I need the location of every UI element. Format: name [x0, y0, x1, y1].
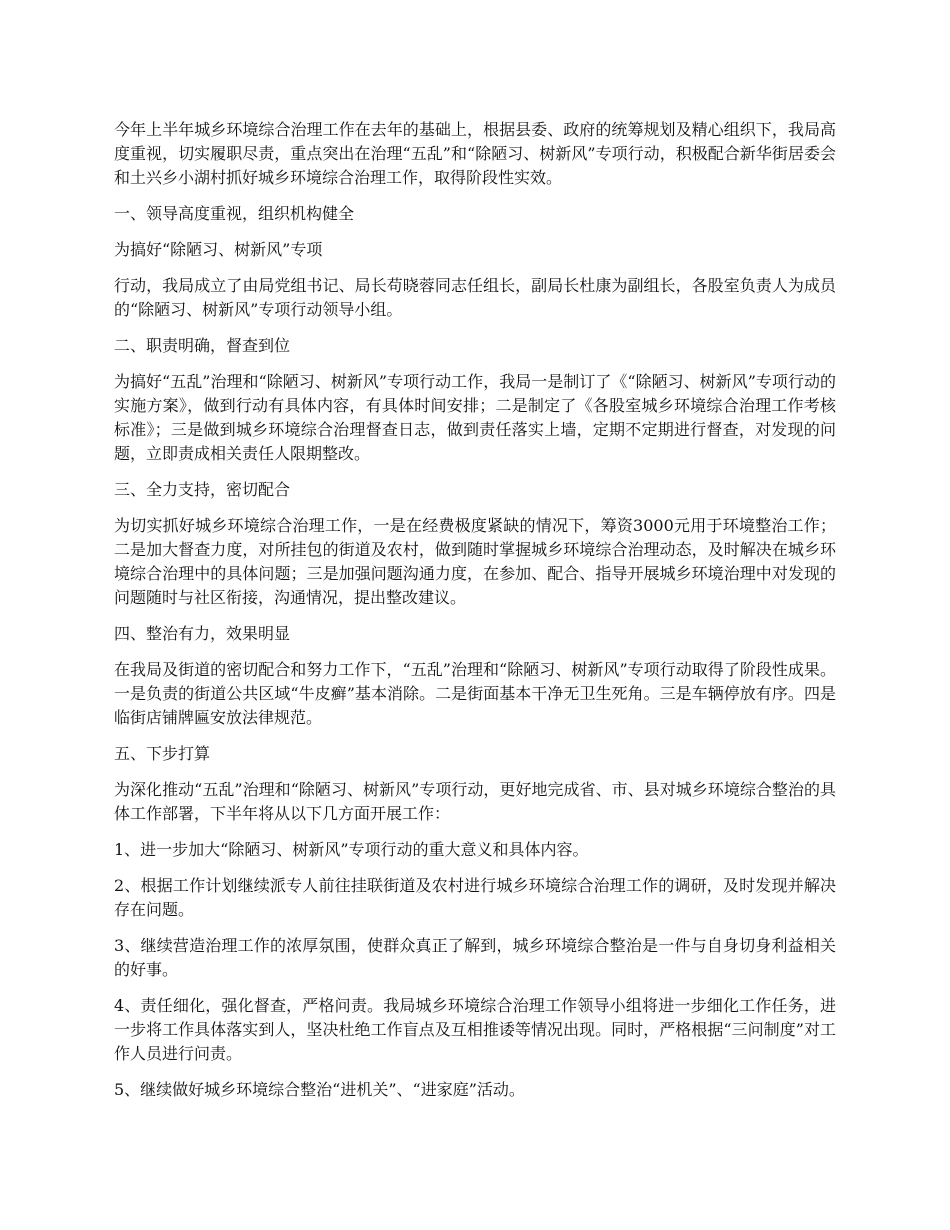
section-heading-4: 四、整治有力，效果明显 — [114, 624, 291, 643]
list-item: 5、继续做好城乡环境综合整治“进机关”、“进家庭”活动。 — [114, 1080, 525, 1099]
paragraph: 为深化推动“五乱”治理和“除陋习、树新风”专项行动，更好地完成省、市、县对城乡环境综合整治的具体工作部署，下半年将从以下几方面开展工作： — [114, 780, 836, 823]
section-heading-3: 三、全力支持，密切配合 — [114, 480, 291, 499]
section-heading-5: 五、下步打算 — [114, 744, 211, 763]
list-item: 1、进一步加大“除陋习、树新风”专项行动的重大意义和具体内容。 — [114, 840, 589, 859]
list-item: 2、根据工作计划继续派专人前往挂联街道及农村进行城乡环境综合治理工作的调研，及时发现并解决存在问题。 — [114, 876, 836, 919]
paragraph: 为切实抓好城乡环境综合治理工作，一是在经费极度紧缺的情况下，筹资3000元用于环境整治工作；二是加大督查力度，对所挂包的街道及农村，做到随时掌握城乡环境综合治理动态，及时解决在城乡环境综合治理中的具体问题；三是加强问题沟通力度，在参加、配合、指导开展城乡环境治理中对发现的问题随时与社区衔接，沟通情况，提出整改建议。 — [114, 516, 836, 607]
document-body — [114, 118, 836, 1114]
section-heading-2: 二、职责明确，督查到位 — [114, 336, 291, 355]
list-item: 4、责任细化，强化督查，严格问责。我局城乡环境综合治理工作领导小组将进一步细化工作任务，进一步将工作具体落实到人，坚决杜绝工作盲点及互相推诿等情况出现。同时，严格根据“三问制度”对工作人员进行问责。 — [114, 996, 836, 1063]
paragraph: 为搞好“除陋习、树新风”专项 — [114, 240, 323, 259]
list-item: 3、继续营造治理工作的浓厚氛围，使群众真正了解到，城乡环境综合整治是一件与自身切身利益相关的好事。 — [114, 936, 836, 979]
paragraph: 在我局及街道的密切配合和努力工作下，“五乱”治理和“除陋习、树新风”专项行动取得了阶段性成果。一是负责的街道公共区域“牛皮癣”基本消除。二是街面基本干净无卫生死角。三是车辆停放有序。四是临街店铺牌匾安放法律规范。 — [114, 660, 836, 727]
paragraph: 为搞好“五乱”治理和“除陋习、树新风”专项行动工作，我局一是制订了《“除陋习、树新风”专项行动的实施方案》，做到行动有具体内容，有具体时间安排；二是制定了《各股室城乡环境综合治理工作考核标准》；三是做到城乡环境综合治理督查日志，做到责任落实上墙，定期不定期进行督查，对发现的问题，立即责成相关责任人限期整改。 — [114, 372, 836, 463]
intro-paragraph: 今年上半年城乡环境综合治理工作在去年的基础上，根据县委、政府的统筹规划及精心组织下，我局高度重视，切实履职尽责，重点突出在治理“五乱”和“除陋习、树新风”专项行动，积极配合新华街居委会和土兴乡小湖村抓好城乡环境综合治理工作，取得阶段性实效。 — [114, 120, 836, 187]
paragraph: 行动，我局成立了由局党组书记、局长苟晓蓉同志任组长，副局长杜康为副组长，各股室负责人为成员的“除陋习、树新风”专项行动领导小组。 — [114, 276, 836, 319]
section-heading-1: 一、领导高度重视，组织机构健全 — [114, 204, 355, 223]
